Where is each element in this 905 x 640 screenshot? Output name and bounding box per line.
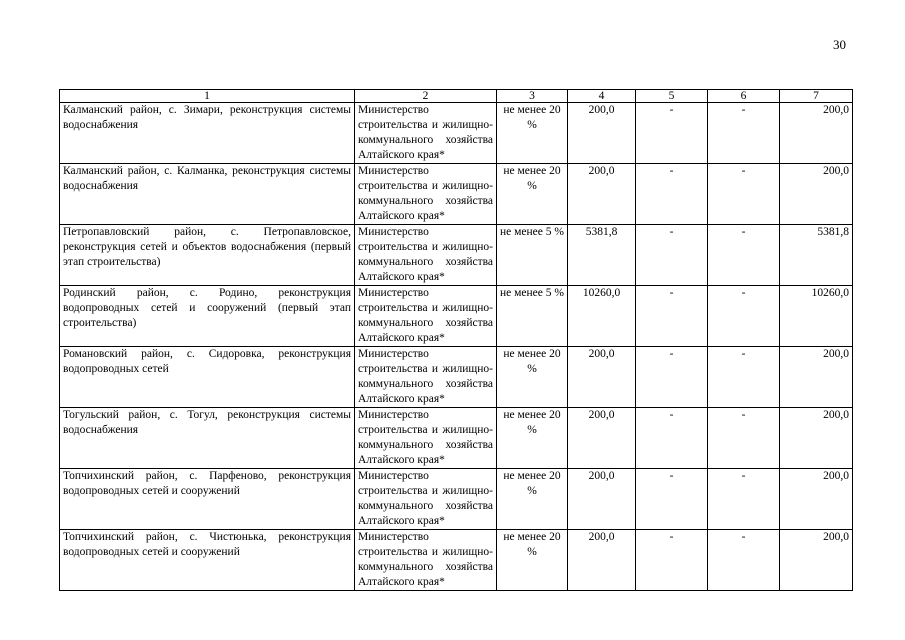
responsible-cell: Министерство строительства и жилищно-коммунального хозяйства Алтайского края* (355, 347, 497, 408)
value-cell-6: - (708, 469, 780, 530)
object-cell: Калманский район, с. Зимари, реконструкция системы водоснабжения (60, 103, 355, 164)
share-cell: не менее 5 % (497, 225, 568, 286)
responsible-cell: Министерство строительства и жилищно-коммунального хозяйства Алтайского края* (355, 103, 497, 164)
share-cell: не менее 5 % (497, 286, 568, 347)
value-cell-4: 5381,8 (568, 225, 636, 286)
table-row (60, 347, 853, 408)
value-cell-5: - (636, 408, 708, 469)
object-cell: Топчихинский район, с. Парфеново, реконструкция водопроводных сетей и сооружений (60, 469, 355, 530)
responsible-cell: Министерство строительства и жилищно-коммунального хозяйства Алтайского края* (355, 408, 497, 469)
object-cell: Петропавловский район, с. Петропавловское, реконструкция сетей и объектов водоснабжения (первый этап строительства) (60, 225, 355, 286)
value-cell-4: 200,0 (568, 408, 636, 469)
value-cell-4: 200,0 (568, 530, 636, 591)
value-cell-4: 200,0 (568, 347, 636, 408)
column-header: 1 (60, 90, 355, 103)
object-cell: Топчихинский район, с. Чистюнька, реконструкция водопроводных сетей и сооружений (60, 530, 355, 591)
value-cell-4: 200,0 (568, 469, 636, 530)
value-cell-5: - (636, 103, 708, 164)
value-cell-4: 200,0 (568, 164, 636, 225)
program-table (59, 89, 853, 591)
column-header: 5 (636, 90, 708, 103)
share-cell: не менее 20 % (497, 347, 568, 408)
table-row (60, 103, 853, 164)
object-cell: Родинский район, с. Родино, реконструкция водопроводных сетей и сооружений (первый этап строительства) (60, 286, 355, 347)
table-row (60, 225, 853, 286)
column-header: 2 (355, 90, 497, 103)
value-cell-7: 10260,0 (780, 286, 853, 347)
responsible-cell: Министерство строительства и жилищно-коммунального хозяйства Алтайского края* (355, 286, 497, 347)
responsible-cell: Министерство строительства и жилищно-коммунального хозяйства Алтайского края* (355, 164, 497, 225)
page-number: 30 (833, 37, 846, 52)
value-cell-7: 5381,8 (780, 225, 853, 286)
table-row (60, 164, 853, 225)
table-row (60, 530, 853, 591)
value-cell-5: - (636, 286, 708, 347)
value-cell-6: - (708, 286, 780, 347)
value-cell-5: - (636, 225, 708, 286)
table-header-row (60, 90, 853, 103)
share-cell: не менее 20 % (497, 103, 568, 164)
object-cell: Калманский район, с. Калманка, реконструкция системы водоснабжения (60, 164, 355, 225)
share-cell: не менее 20 % (497, 469, 568, 530)
value-cell-6: - (708, 408, 780, 469)
column-header: 7 (780, 90, 853, 103)
value-cell-6: - (708, 103, 780, 164)
value-cell-6: - (708, 530, 780, 591)
column-header: 4 (568, 90, 636, 103)
responsible-cell: Министерство строительства и жилищно-коммунального хозяйства Алтайского края* (355, 225, 497, 286)
value-cell-7: 200,0 (780, 164, 853, 225)
table-row (60, 286, 853, 347)
value-cell-5: - (636, 530, 708, 591)
table-row (60, 408, 853, 469)
responsible-cell: Министерство строительства и жилищно-коммунального хозяйства Алтайского края* (355, 469, 497, 530)
value-cell-6: - (708, 347, 780, 408)
column-header: 6 (708, 90, 780, 103)
value-cell-4: 200,0 (568, 103, 636, 164)
value-cell-7: 200,0 (780, 347, 853, 408)
responsible-cell: Министерство строительства и жилищно-коммунального хозяйства Алтайского края* (355, 530, 497, 591)
value-cell-6: - (708, 225, 780, 286)
value-cell-5: - (636, 469, 708, 530)
share-cell: не менее 20 % (497, 408, 568, 469)
share-cell: не менее 20 % (497, 530, 568, 591)
object-cell: Тогульский район, с. Тогул, реконструкция системы водоснабжения (60, 408, 355, 469)
value-cell-5: - (636, 164, 708, 225)
value-cell-7: 200,0 (780, 103, 853, 164)
value-cell-6: - (708, 164, 780, 225)
value-cell-4: 10260,0 (568, 286, 636, 347)
object-cell: Романовский район, с. Сидоровка, реконструкция водопроводных сетей (60, 347, 355, 408)
value-cell-7: 200,0 (780, 408, 853, 469)
share-cell: не менее 20 % (497, 164, 568, 225)
value-cell-7: 200,0 (780, 469, 853, 530)
table-row (60, 469, 853, 530)
value-cell-7: 200,0 (780, 530, 853, 591)
value-cell-5: - (636, 347, 708, 408)
column-header: 3 (497, 90, 568, 103)
